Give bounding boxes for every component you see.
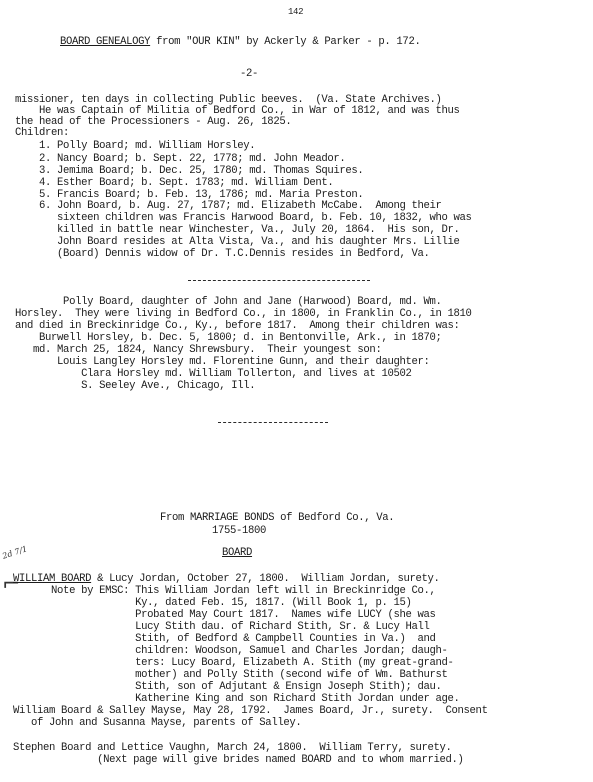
text-line: md. March 25, 1824, Nancy Shrewsbury. Their youngest son: — [15, 344, 382, 356]
note-line: Katherine King and son Richard Stith Jordan under age. — [15, 693, 460, 705]
text-line: Horsley. They were living in Bedford Co., in 1800, in Franklin Co., in 1810 — [15, 308, 472, 320]
child-item: 5. Francis Board; b. Feb. 13, 1786; md. Maria Preston. — [15, 189, 364, 201]
entry-text: & Lucy Jordan, October 27, 1800. William Jordan, surety. — [91, 573, 440, 585]
marriage-entry: Stephen Board and Lettice Vaughn, March 24, 1800. William Terry, surety. — [13, 742, 452, 754]
text-line: Clara Horsley md. William Tollerton, and lives at 10502 — [15, 368, 412, 380]
text-line: and died in Breckinridge Co., Ky., before 1817. Among their children was: — [15, 320, 460, 332]
marriage-entry: of John and Susanna Mayse, parents of Salley. — [13, 717, 302, 729]
note-line: mother) and Polly Stith (second wife of Wm. Bathurst — [15, 669, 448, 681]
dashed-divider — [218, 422, 328, 423]
note-line: Stith, of Bedford & Campbell Counties in Va.) and — [15, 633, 436, 645]
note-line: Lucy Stith dau. of Richard Stith, Sr. & Lucy Hall — [15, 621, 430, 633]
child-item: 2. Nancy Board; b. Sept. 22, 1778; md. John Meador. — [15, 153, 346, 165]
footer-note: (Next page will give brides named BOARD and to whom married.) — [13, 754, 464, 766]
note-line: Stith, son of Adjutant & Ensign Joseph Stith); dau. — [15, 681, 442, 693]
entry-name: WILLIAM BOARD — [13, 573, 92, 585]
bonds-title: From MARRIAGE BONDS of Bedford Co., Va. — [160, 512, 395, 524]
text-line: Children: — [15, 127, 70, 139]
page-number: 142 — [288, 7, 304, 17]
marriage-entry: William Board & Salley Mayse, May 28, 1792. James Board, Jr., surety. Consent — [13, 705, 488, 717]
text-line: He was Captain of Militia of Bedford Co., in War of 1812, and was thus — [15, 105, 460, 117]
note-line: ters: Lucy Board, Elizabeth A. Stith (my great-grand- — [15, 657, 454, 669]
note-line: Probated May Court 1817. Names wife LUCY (she was — [15, 609, 436, 621]
child-item: 4. Esther Board; b. Sept. 1783; md. William Dent. — [15, 177, 334, 189]
child-item: 3. Jemima Board; b. Dec. 25, 1780; md. Thomas Squires. — [15, 165, 364, 177]
margin-bracket-mark: ⌐ — [2, 572, 21, 597]
header-source: from "OUR KIN" by Ackerly & Parker - p. 172. — [150, 36, 421, 48]
text-line: Polly Board, daughter of John and Jane (Harwood) Board, md. Wm. — [15, 296, 442, 308]
handwritten-margin-note: 2d 7/1 — [1, 544, 29, 561]
text-line: (Board) Dennis widow of Dr. T.C.Dennis resides in Bedford, Va. — [15, 248, 430, 260]
text-line: the head of the Processioners - Aug. 26, 1825. — [15, 116, 292, 128]
text-line: John Board resides at Alta Vista, Va., and his daughter Mrs. Lillie — [15, 236, 460, 248]
marriage-entry — [13, 573, 440, 585]
text-line: Burwell Horsley, b. Dec. 5, 1800; d. in Bentonville, Ark., in 1870; — [15, 332, 442, 344]
dashed-divider — [188, 280, 370, 281]
section-number: -2- — [240, 68, 259, 80]
text-line: killed in battle near Winchester, Va., July 20, 1864. His son, Dr. — [15, 224, 460, 236]
text-line: S. Seeley Ave., Chicago, Ill. — [15, 380, 256, 392]
note-line: Note by EMSC: This William Jordan left will in Breckinridge Co., — [15, 585, 436, 597]
bonds-years: 1755-1800 — [212, 525, 267, 537]
text-line: missioner, ten days in collecting Public beeves. (Va. State Archives.) — [15, 94, 442, 106]
child-item: 1. Polly Board; md. William Horsley. — [15, 140, 256, 152]
header-title: BOARD GENEALOGY — [60, 36, 151, 48]
bonds-heading: BOARD — [222, 547, 253, 559]
child-item: 6. John Board, b. Aug. 27, 1787; md. Elizabeth McCabe. Among their — [15, 200, 442, 212]
note-line: Ky., dated Feb. 15, 1817. (Will Book 1, p. 15) — [15, 597, 412, 609]
page-header — [60, 36, 420, 48]
text-line: sixteen children was Francis Harwood Board, b. Feb. 10, 1832, who was — [15, 212, 472, 224]
text-line: Louis Langley Horsley md. Florentine Gunn, and their daughter: — [15, 356, 430, 368]
note-line: children: Woodson, Samuel and Charles Jordan; daugh- — [15, 645, 448, 657]
